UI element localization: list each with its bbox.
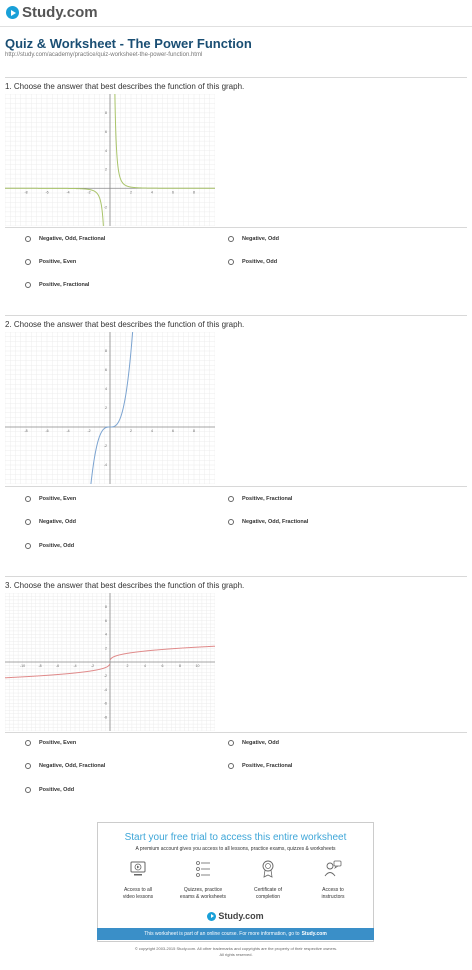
y-tick-label: 4 — [105, 387, 107, 392]
x-tick-label: 4 — [144, 664, 146, 668]
study-logo[interactable] — [6, 4, 98, 21]
x-tick-label: -8 — [24, 429, 28, 433]
feature-certificate: Certificate of completion — [238, 859, 298, 900]
x-tick-label: -2 — [90, 664, 95, 668]
q3-option-2[interactable]: Negative, Odd — [228, 740, 279, 746]
x-tick-label: -8 — [38, 664, 42, 668]
q2-option-3[interactable]: Negative, Odd — [25, 519, 76, 525]
y-tick-label: -8 — [103, 715, 107, 720]
y-tick-label: -2 — [103, 205, 107, 210]
x-tick-label: 8 — [193, 190, 195, 195]
x-tick-label: 2 — [130, 429, 132, 433]
x-tick-label: 6 — [161, 664, 164, 668]
question-2-text: 2. Choose the answer that best describes the function of this graph. — [5, 320, 245, 329]
x-tick-label: 2 — [126, 664, 129, 668]
radio-icon[interactable] — [25, 740, 31, 746]
y-tick-label: 6 — [105, 368, 107, 373]
radio-icon[interactable] — [25, 543, 31, 549]
video-icon — [128, 859, 148, 879]
y-tick-label: 6 — [105, 618, 107, 623]
y-tick-label: -2 — [103, 674, 107, 678]
radio-icon[interactable] — [228, 259, 234, 265]
radio-icon[interactable] — [228, 496, 234, 502]
q1-option-3[interactable]: Positive, Even — [25, 259, 76, 265]
question-1-text: 1. Choose the answer that best describes the function of this graph. — [5, 82, 245, 91]
x-tick-label: -2 — [87, 429, 91, 433]
feature-instructors: Access to instructors — [303, 859, 363, 900]
y-tick-label: 8 — [105, 349, 107, 354]
promo-title[interactable]: Start your free trial to access this entire worksheet — [124, 832, 347, 843]
q3-option-4[interactable]: Positive, Fractional — [228, 763, 292, 769]
y-tick-label: 2 — [105, 646, 107, 651]
x-tick-label: -6 — [45, 429, 49, 433]
q3-option-3[interactable]: Negative, Odd, Fractional — [25, 763, 105, 769]
radio-icon[interactable] — [228, 519, 234, 525]
radio-icon[interactable] — [228, 236, 234, 242]
page-title: Quiz & Worksheet - The Power Function — [5, 36, 252, 51]
x-tick-label: 4 — [151, 429, 153, 433]
q1-option-5[interactable]: Positive, Fractional — [25, 282, 89, 288]
promo-box — [97, 822, 374, 942]
x-tick-label: -4 — [66, 429, 70, 433]
q2-option-1[interactable]: Positive, Even — [25, 496, 76, 502]
study-link[interactable]: Study.com — [301, 931, 327, 937]
y-tick-label: 2 — [105, 406, 107, 411]
copyright-footer: © copyright 2003-2015 Study.com. All other trademarks and copyrights are the property of their respective owners. All rights reserved. — [134, 946, 338, 957]
q2-option-2[interactable]: Positive, Fractional — [228, 496, 292, 502]
x-tick-label: -2 — [87, 190, 91, 195]
x-tick-label: 6 — [172, 190, 174, 195]
x-tick-label: -6 — [55, 664, 60, 668]
checklist-icon — [193, 859, 213, 879]
play-logo-icon — [207, 912, 216, 921]
divider — [5, 227, 467, 228]
radio-icon[interactable] — [25, 496, 31, 502]
question-3-text: 3. Choose the answer that best describes the function of this graph. — [5, 581, 245, 590]
radio-icon[interactable] — [228, 763, 234, 769]
y-tick-label: -4 — [103, 463, 107, 468]
q3-option-5[interactable]: Positive, Odd — [25, 787, 74, 793]
q2-option-4[interactable]: Negative, Odd, Fractional — [228, 519, 308, 525]
radio-icon[interactable] — [25, 236, 31, 242]
y-tick-label: 8 — [105, 605, 107, 609]
y-tick-label: 2 — [105, 167, 107, 172]
question-1-graph — [5, 94, 215, 226]
brand-name: Study.com — [22, 4, 98, 21]
x-tick-label: -10 — [19, 664, 26, 668]
divider — [5, 732, 467, 733]
radio-icon[interactable] — [25, 787, 31, 793]
q2-option-5[interactable]: Positive, Odd — [25, 543, 74, 549]
divider — [5, 77, 467, 78]
radio-icon[interactable] — [25, 259, 31, 265]
x-tick-label: 8 — [179, 664, 181, 668]
y-tick-label: 4 — [105, 148, 107, 153]
y-tick-label: 4 — [105, 632, 107, 637]
x-tick-label: -8 — [24, 190, 28, 195]
q1-option-2[interactable]: Negative, Odd — [228, 236, 279, 242]
x-tick-label: 8 — [193, 429, 195, 433]
x-tick-label: 2 — [130, 190, 132, 195]
radio-icon[interactable] — [25, 282, 31, 288]
promo-subtitle: A premium account gives you access to all lessons, practice exams, quizzes & worksheets — [135, 846, 336, 852]
x-tick-label: -4 — [66, 190, 70, 195]
radio-icon[interactable] — [25, 519, 31, 525]
divider — [5, 486, 467, 487]
promo-logo: Study.com — [98, 911, 373, 921]
x-tick-label: -4 — [73, 664, 77, 668]
y-tick-label: -2 — [103, 444, 107, 449]
divider — [5, 315, 467, 316]
page-url: http://study.com/academy/practice/quiz-worksheet-the-power-function.html — [5, 52, 203, 58]
q1-option-1[interactable]: Negative, Odd, Fractional — [25, 236, 105, 242]
promo-info-bar: This worksheet is part of an online course. For more information, go to Study.com — [97, 928, 374, 940]
feature-video-lessons: Access to all video lessons — [108, 859, 168, 900]
y-tick-label: 8 — [105, 111, 107, 116]
y-tick-label: 6 — [105, 129, 107, 134]
play-logo-icon — [6, 6, 19, 19]
q3-option-1[interactable]: Positive, Even — [25, 740, 76, 746]
x-tick-label: 10 — [195, 664, 200, 668]
x-tick-label: -6 — [45, 190, 49, 195]
question-2-graph — [5, 332, 215, 484]
radio-icon[interactable] — [25, 763, 31, 769]
q1-option-4[interactable]: Positive, Odd — [228, 259, 277, 265]
x-tick-label: 6 — [172, 429, 174, 433]
x-tick-label: 4 — [151, 190, 153, 195]
instructor-icon — [323, 859, 343, 879]
certificate-icon — [258, 859, 278, 879]
feature-quizzes: Quizzes, practice exams & worksheets — [173, 859, 233, 900]
radio-icon[interactable] — [228, 740, 234, 746]
y-tick-label: -6 — [103, 701, 107, 706]
site-header — [0, 0, 472, 27]
question-3-graph — [5, 593, 215, 731]
divider — [5, 576, 467, 577]
y-tick-label: -4 — [103, 687, 107, 692]
